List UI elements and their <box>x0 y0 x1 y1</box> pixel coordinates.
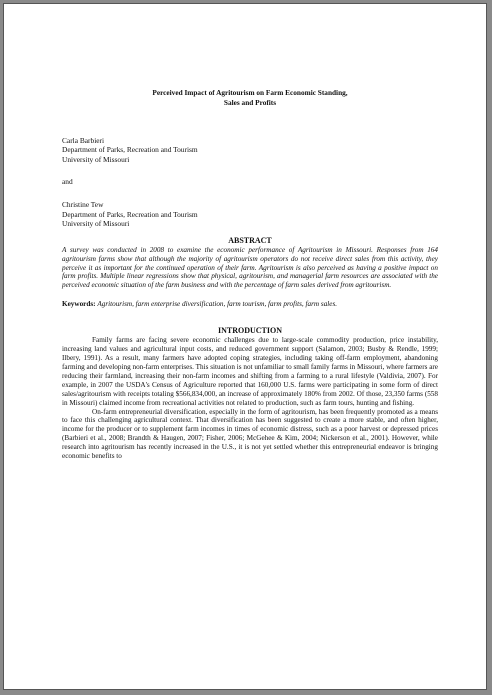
author-department: Department of Parks, Recreation and Tourism <box>62 209 198 219</box>
keywords-line <box>62 300 438 309</box>
author-2 <box>62 200 438 229</box>
author-department: Department of Parks, Recreation and Tourism <box>62 145 198 155</box>
keywords-label: Keywords: <box>62 300 96 309</box>
author-name: Christine Tew <box>62 199 104 209</box>
keywords-text: Agritourism, farm enterprise diversification, farm tourism, farm profits, farm sales. <box>97 300 338 309</box>
paper-title <box>62 88 438 108</box>
author-university: University of Missouri <box>62 219 130 229</box>
introduction-paragraph-1: Family farms are facing severe economic challenges due to large-scale commodity production, price instability, increasing land values and agricultural input costs, and reduced government support (Salamon, 2003; Busby & Rendle, 1999; Ilbery, 1991). As a result, many farmers have adopted coping strategies, including taking off-farm employment, abandoning farming and developing non-farm enterprises. This situation is not unfamiliar to small family farms in Missouri, where farmers are reducing their farmland, increasing their non-farm incomes and shifting from a farming to a rural lifestyle (Valdivia, 2007). For example, in 2007 the USDA's Census of Agriculture reported that 160,000 U.S. farms were participating in some form of direct sales/agritourism with receipts totaling $566,834,000, an increase of approximately 180% from 2002. Of those, 23,350 farms (558 in Missouri) claimed income from recreational activities not related to production, such as farm tours, hunting and fishing. <box>62 336 438 407</box>
paper-title-line-2: Sales and Profits <box>223 97 277 107</box>
abstract-heading: ABSTRACT <box>228 235 272 245</box>
introduction-paragraph-2: On-farm entrepreneurial diversification, especially in the form of agritourism, has been frequently promoted as a means to face this challenging agricultural context. That diversification has been suggested to create a more stable, and often higher, income for the producer or to supplement farm incomes in times of economic distress, such as a poor harvest or depressed prices (Barbieri et al., 2008; Brandth & Haugen, 2007; Fisher, 2006; McGehee & Kim, 2004; Nickerson et al., 2001). However, while research into agritourism has recently increased in the U.S., it is not yet settled whether this entrepreneurial endeavor is bringing economic benefits to <box>62 407 438 461</box>
author-university: University of Missouri <box>62 154 130 164</box>
introduction-heading: INTRODUCTION <box>217 326 282 336</box>
author-1 <box>62 136 438 165</box>
paper-title-line-1: Perceived Impact of Agritourism on Farm Economic Standing, <box>152 88 348 97</box>
author-name: Carla Barbieri <box>62 135 105 145</box>
author-list <box>62 136 438 229</box>
abstract-text: A survey was conducted in 2008 to examine the economic performance of Agritourism in Missouri. Responses from 164 agritourism farms show that although the majority of agritourism operators do not receive direct sales from this activity, they perceive it as important for the continued operation of their farm. Agritourism is also perceived as having a positive impact on farm profits. Multiple linear regressions show that physical, agritourism, and managerial farm resources are associated with the perceived economic situation of the farm business and with the percentage of farm sales derived from agritourism. <box>62 245 438 290</box>
page-content <box>62 88 438 461</box>
author-conjunction: and <box>62 177 73 187</box>
document-page <box>3 3 487 690</box>
